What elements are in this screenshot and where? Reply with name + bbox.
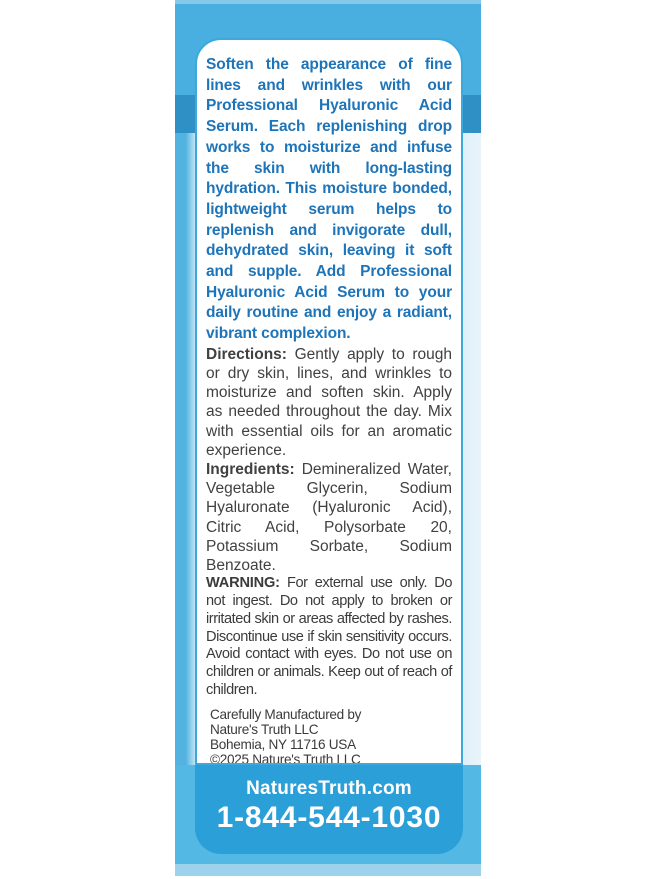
warning-paragraph	[206, 575, 452, 700]
phone-number-text: 1-844-544-1030	[216, 801, 442, 834]
top-edge-highlight	[175, 0, 481, 4]
package-back-panel	[175, 0, 481, 876]
directions-label: Directions:	[206, 345, 287, 363]
product-description: Soften the appearance of fine lines and wrinkles with our Professional Hyaluronic Acid Serum. Each replenishing drop works to moisturize and infuse the skin with long-lasting hydration. This moisture bonded, lightweight serum helps to replenish and invigorate dull, dehydrated skin, leaving it soft and supple. Add Professional Hyaluronic Acid Serum to your daily routine and enjoy a radiant, vibrant complexion.	[206, 56, 452, 343]
directions-paragraph	[206, 345, 452, 460]
footer-contact-bar	[195, 765, 463, 854]
warning-text: For external use only. Do not ingest. Do not apply to broken or irritated skin or areas affected by rashes. Discontinue use if skin sensitivity occurs. Avoid contact with eyes. Do not use on children or animals. Keep out of reach of children.	[206, 575, 452, 699]
ingredients-text: Demineralized Water, Vegetable Glycerin, Sodium Hyaluronate (Hyaluronic Acid), Citric Acid, Polysorbate 20, Potassium Sorbate, Sodium Benzoate.	[206, 461, 452, 575]
ingredients-paragraph	[206, 460, 452, 575]
manufacturer-block	[206, 708, 452, 765]
directions-text: Gently apply to rough or dry skin, lines, and wrinkles to moisturize and soften skin. Apply as needed throughout the day. Mix with essential oils for an aromatic experience.	[206, 345, 452, 459]
manufacturer-line: Nature's Truth LLC	[210, 721, 319, 737]
label-text-panel	[195, 38, 463, 765]
manufacturer-line: Carefully Manufactured by	[210, 706, 362, 722]
bottom-edge-strip	[175, 864, 481, 876]
manufacturer-line: ©2025 Nature's Truth LLC	[210, 751, 361, 765]
website-text: NaturesTruth.com	[246, 778, 412, 799]
warning-label: WARNING:	[206, 575, 280, 592]
manufacturer-line: Bohemia, NY 11716 USA	[210, 736, 356, 752]
ingredients-label: Ingredients:	[206, 461, 295, 479]
